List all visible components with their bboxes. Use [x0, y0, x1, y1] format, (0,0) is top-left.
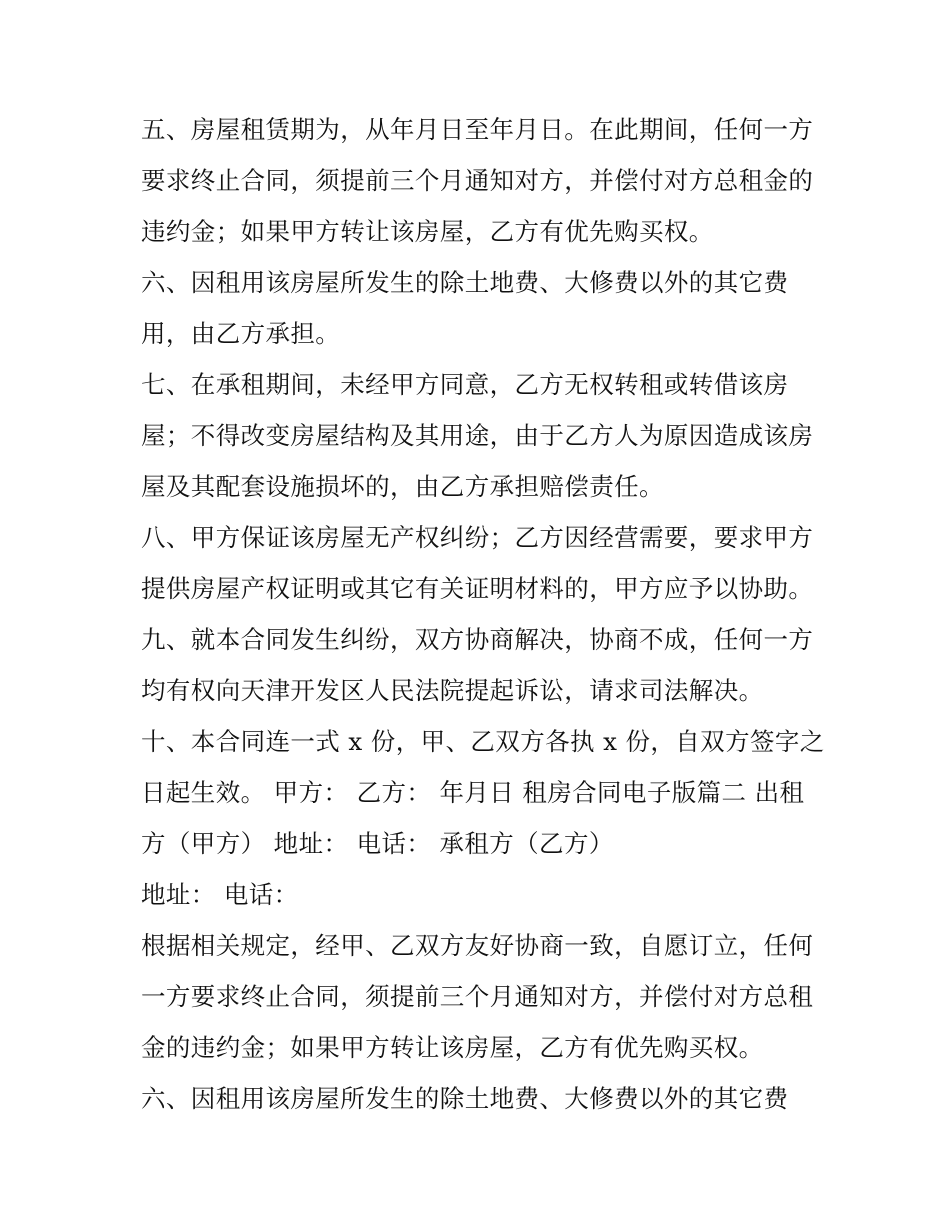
- text-line: 提供房屋产权证明或其它有关证明材料的，甲方应予以协助。: [141, 574, 814, 603]
- text-line: 用，由乙方承担。: [141, 319, 341, 348]
- text-line: 日起生效。 甲方： 乙方： 年月日 租房合同电子版篇二 出租: [141, 778, 805, 807]
- text-line: 违约金；如果甲方转让该房屋，乙方有优先购买权。: [141, 217, 714, 246]
- text-line: 方（甲方） 地址： 电话： 承租方（乙方）: [141, 829, 614, 858]
- text-line: 均有权向天津开发区人民法院提起诉讼，请求司法解决。: [141, 676, 764, 705]
- text-line: 五、房屋租赁期为，从年月日至年月日。在此期间，任何一方: [141, 115, 814, 144]
- text-line: 根据相关规定，经甲、乙双方友好协商一致，自愿订立，任何: [141, 931, 814, 960]
- text-line: 地址： 电话：: [141, 880, 299, 909]
- text-line: 十、本合同连一式 x 份，甲、乙双方各执 x 份，自双方签字之: [141, 727, 825, 756]
- text-line: 要求终止合同，须提前三个月通知对方，并偿付对方总租金的: [141, 166, 814, 195]
- text-line: 六、因租用该房屋所发生的除土地费、大修费以外的其它费: [141, 1084, 789, 1113]
- text-line: 七、在承租期间，未经甲方同意，乙方无权转租或转借该房: [141, 370, 789, 399]
- text-line: 六、因租用该房屋所发生的除土地费、大修费以外的其它费: [141, 268, 789, 297]
- text-line: 八、甲方保证该房屋无产权纠纷；乙方因经营需要，要求甲方: [141, 523, 814, 552]
- text-line: 一方要求终止合同，须提前三个月通知对方，并偿付对方总租: [141, 982, 814, 1011]
- text-line: 屋；不得改变房屋结构及其用途，由于乙方人为原因造成该房: [141, 421, 814, 450]
- text-line: 九、就本合同发生纠纷，双方协商解决，协商不成，任何一方: [141, 625, 814, 654]
- text-line: 屋及其配套设施损坏的，由乙方承担赔偿责任。: [141, 472, 664, 501]
- text-line: 金的违约金；如果甲方转让该房屋，乙方有优先购买权。: [141, 1033, 764, 1062]
- document-body: [141, 104, 831, 1124]
